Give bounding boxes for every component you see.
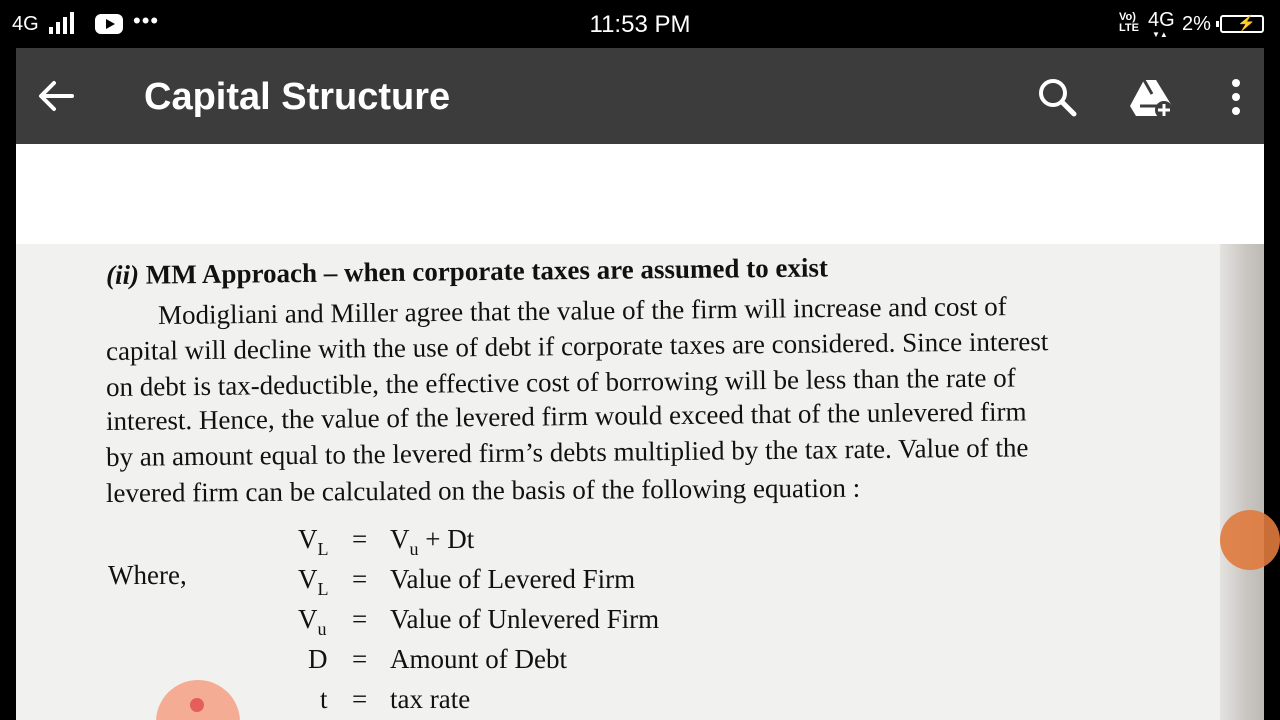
- paragraph-line: Modigliani and Miller agree that the value of the firm will increase and cost of: [157, 291, 1007, 330]
- page-title: Capital Structure: [144, 76, 451, 118]
- volte-indicator: Vo) LTE: [1119, 11, 1139, 34]
- definition-text: Value of Levered Firm: [390, 564, 636, 594]
- battery-percent: 2%: [1182, 13, 1211, 35]
- network-type: 4G: [12, 13, 39, 35]
- paragraph-line: levered firm can be calculated on the basis of the following equation :: [105, 472, 861, 508]
- definition-symbol: $V_L$: [298, 564, 329, 599]
- where-label: Where,: [108, 560, 187, 590]
- paragraph-line: capital will decline with the use of debt if corporate taxes are considered. Since interest: [105, 326, 1049, 366]
- search-icon[interactable]: [1036, 76, 1078, 118]
- definition-equals: =: [352, 684, 368, 714]
- definition-text: Value of Unlevered Firm: [390, 604, 660, 634]
- drive-add-icon[interactable]: [1128, 76, 1174, 118]
- more-vert-icon[interactable]: [1224, 76, 1248, 118]
- app-bar: [16, 48, 1264, 144]
- document-viewer[interactable]: [16, 144, 1264, 720]
- definition-symbol: t: [320, 684, 328, 714]
- definition-text: tax rate: [390, 684, 471, 714]
- clock: 11:53 PM: [589, 11, 691, 38]
- document-text: [16, 144, 1264, 720]
- paragraph-line: interest. Hence, the value of the levered firm would exceed that of the unlevered firm: [105, 396, 1027, 436]
- equation-rhs: $V_u + Dt$: [390, 524, 475, 559]
- equation-lhs: $V_L$: [298, 524, 329, 559]
- definition-text: Amount of Debt: [390, 644, 567, 674]
- data-arrows-icon: ▼▲: [1152, 30, 1168, 39]
- floating-action-button[interactable]: [1220, 510, 1280, 570]
- paragraph-line: by an amount equal to the levered firm’s debts multiplied by the tax rate. Value of the: [105, 432, 1029, 472]
- status-bar: [0, 0, 1280, 48]
- definition-equals: =: [352, 604, 368, 634]
- back-arrow-icon[interactable]: [36, 78, 76, 114]
- more-notifications-icon: •••: [133, 8, 160, 33]
- definition-symbol: $V_u$: [298, 604, 327, 639]
- equation-equals: =: [352, 524, 368, 554]
- definition-equals: =: [352, 644, 368, 674]
- section-heading: (ii) MM Approach – when corporate taxes are assumed to exist: [105, 252, 829, 290]
- definition-equals: =: [352, 564, 368, 594]
- network-type-2: 4G: [1148, 9, 1175, 31]
- definition-symbol: D: [308, 644, 328, 674]
- paragraph-line: on debt is tax-deductible, the effective cost of borrowing will be less than the rate of: [105, 362, 1016, 402]
- charging-icon: ⚡: [1237, 15, 1256, 32]
